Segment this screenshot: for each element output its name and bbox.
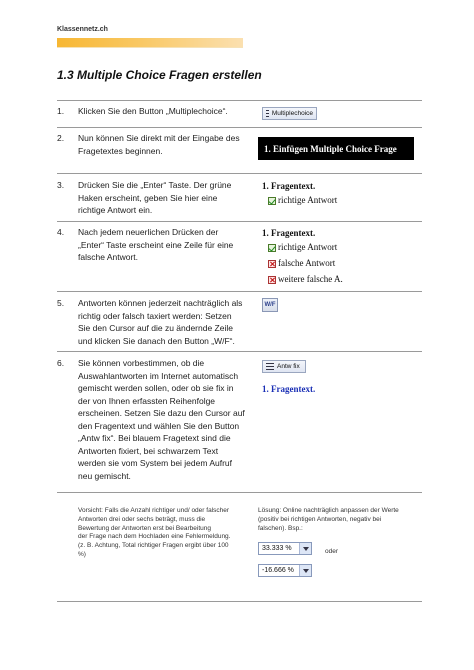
step-5-text: Antworten können jederzeit nachträglich als richtig oder falsch taxiert werden: Setzen Sie den Cursor auf die zu ändernde Zeile und klicken Sie danach den Button „W/F“. <box>78 298 243 346</box>
step-4-answer-wrong: weitere falsche A. <box>268 274 343 284</box>
step-number: 1. <box>57 106 65 116</box>
step-6-text: Sie können vorbestimmen, ob die Auswahlantworten im Internet automatisch gemischt werden sollen, oder ob sie fix in der von Ihnen erfassten Reihenfolge erscheinen. Setzen Sie dazu den Cursor auf den Fragentext und wählen Sie den Button „Antw fix“. Bei blauem Fragetext sind die Antworten fixiert, bei schwarzem Text werden sie vom System bei jedem Aufruf neu gemischt. <box>78 358 245 481</box>
check-icon <box>268 244 276 252</box>
divider <box>57 221 422 222</box>
brand-bar <box>57 38 243 47</box>
step-2-text: Nun können Sie direkt mit der Eingabe des Fragetextes beginnen. <box>78 133 240 156</box>
divider <box>57 173 422 174</box>
divider <box>57 100 422 101</box>
page-title: 1.3 Multiple Choice Fragen erstellen <box>57 68 262 82</box>
chevron-down-icon <box>299 543 311 554</box>
multiplechoice-button-image: Multiplechoice <box>262 107 317 120</box>
step-4-question: 1. Fragentext. <box>262 228 316 238</box>
step-number: 6. <box>57 358 65 368</box>
divider <box>57 492 422 493</box>
divider <box>57 351 422 352</box>
solution-note: Lösung: Online nachträglich anpassen der Werte (positiv bei richtigen Antworten, negativ bei falschen). Bsp.: <box>258 507 399 532</box>
step-1-text: Klicken Sie den Button „Multiplechoice“. <box>78 106 228 116</box>
chevron-down-icon <box>299 565 311 576</box>
insert-mc-banner: 1. Einfügen Multiple Choice Frage <box>258 137 414 160</box>
list-icon <box>266 110 269 117</box>
step-6-question: 1. Fragentext. <box>262 384 316 394</box>
step-3-answer: richtige Antwort <box>268 195 337 205</box>
brand-bar-line <box>57 47 243 48</box>
percent-select: 33.333 % <box>258 542 312 555</box>
step-3-question: 1. Fragentext. <box>262 181 316 191</box>
brand-name: Klassennetz.ch <box>57 26 108 33</box>
step-number: 5. <box>57 298 65 308</box>
cross-icon <box>268 276 276 284</box>
check-icon <box>268 197 276 205</box>
step-number: 4. <box>57 227 65 237</box>
step-number: 3. <box>57 180 65 190</box>
wf-button-image: W/F <box>262 298 278 312</box>
divider <box>57 127 422 128</box>
list-icon <box>266 363 274 370</box>
percent-select: -16.666 % <box>258 564 312 577</box>
divider <box>57 601 422 602</box>
divider <box>57 291 422 292</box>
warning-note: Vorsicht: Falls die Anzahl richtiger und/ oder falscher Antworten drei oder sechs beträgt, muss die Bewertung der Antworten erst bei Bearbeitung der Frage nach dem Hochladen eine Fehlermeldung. (z. B. Achtung, Total richtiger Fragen ergibt über 100 %) <box>78 507 231 558</box>
cross-icon <box>268 260 276 268</box>
step-4-answer-wrong: falsche Antwort <box>268 258 335 268</box>
step-4-text: Nach jedem neuerlichen Drücken der „Enter“ Taste erscheint eine Zeile für eine falsche Antwort. <box>78 227 234 262</box>
antw-fix-button-image: Antw fix <box>262 360 306 373</box>
step-number: 2. <box>57 133 65 143</box>
step-4-answer-correct: richtige Antwort <box>268 242 337 252</box>
step-3-text: Drücken Sie die „Enter“ Taste. Der grüne Haken erscheint, geben Sie hier eine richtige Antwort ein. <box>78 180 232 215</box>
or-label: oder <box>325 548 339 555</box>
